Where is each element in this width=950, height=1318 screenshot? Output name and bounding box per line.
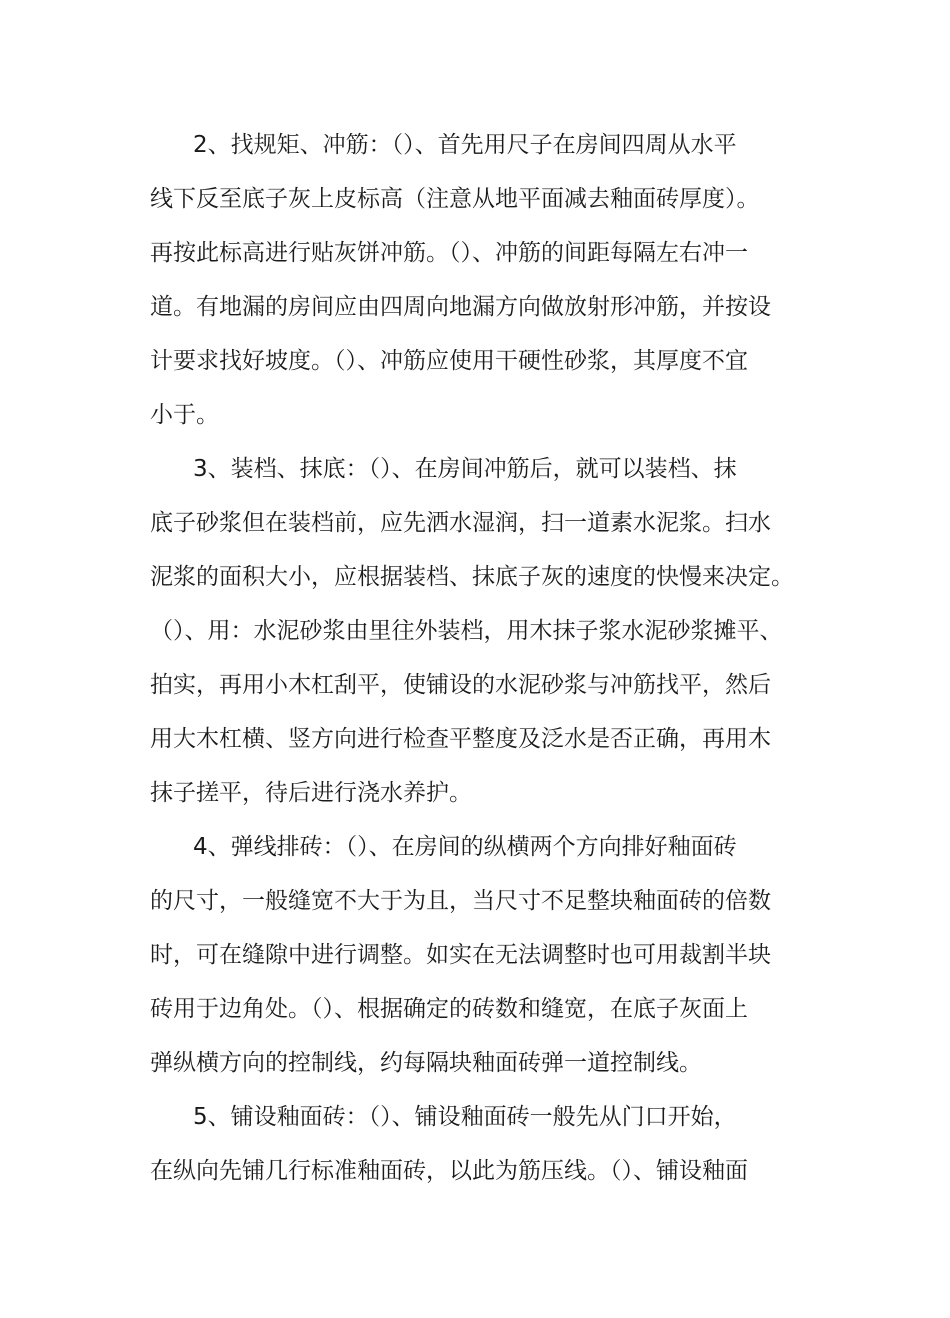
text-line: 再按此标高进行贴灰饼冲筋。（）、冲筋的间距每隔左右冲一 [150,240,748,266]
text-line: 泥浆的面积大小，应根据装档、抹底子灰的速度的快慢来决定。 [150,564,794,590]
text-line: 4、弹线排砖：（）、在房间的纵横两个方向排好釉面砖 [193,834,737,860]
text-line: 砖用于边角处。（）、根据确定的砖数和缝宽，在底子灰面上 [150,996,748,1022]
text-line: 5、铺设釉面砖：（）、铺设釉面砖一般先从门口开始， [193,1104,737,1130]
text-line: 道。有地漏的房间应由四周向地漏方向做放射形冲筋，并按设 [150,294,771,320]
text-line: 线下反至底子灰上皮标高（注意从地平面减去釉面砖厚度）。 [150,186,760,212]
text-line: 2、找规矩、冲筋：（）、首先用尺子在房间四周从水平 [193,132,737,158]
text-line: （）、用：水泥砂浆由里往外装档，用木抹子浆水泥砂浆摊平、 [150,618,783,644]
text-line: 用大木杠横、竖方向进行检查平整度及泛水是否正确，再用木 [150,726,771,752]
text-line: 的尺寸，一般缝宽不大于为且，当尺寸不足整块釉面砖的倍数 [150,888,771,914]
text-line: 弹纵横方向的控制线，约每隔块釉面砖弹一道控制线。 [150,1050,702,1076]
text-line: 小于。 [150,402,219,428]
text-line: 在纵向先铺几行标准釉面砖，以此为筋压线。（）、铺设釉面 [150,1158,748,1184]
text-line: 时，可在缝隙中进行调整。如实在无法调整时也可用裁割半块 [150,942,771,968]
text-line: 底子砂浆但在装档前，应先洒水湿润，扫一道素水泥浆。扫水 [150,510,771,536]
text-line: 拍实，再用小木杠刮平，使铺设的水泥砂浆与冲筋找平，然后 [150,672,771,698]
text-line: 3、装档、抹底：（）、在房间冲筋后，就可以装档、抹 [193,456,737,482]
text-line: 抹子搓平，待后进行浇水养护。 [150,780,472,806]
text-line: 计要求找好坡度。（）、冲筋应使用干硬性砂浆，其厚度不宜 [150,348,748,374]
